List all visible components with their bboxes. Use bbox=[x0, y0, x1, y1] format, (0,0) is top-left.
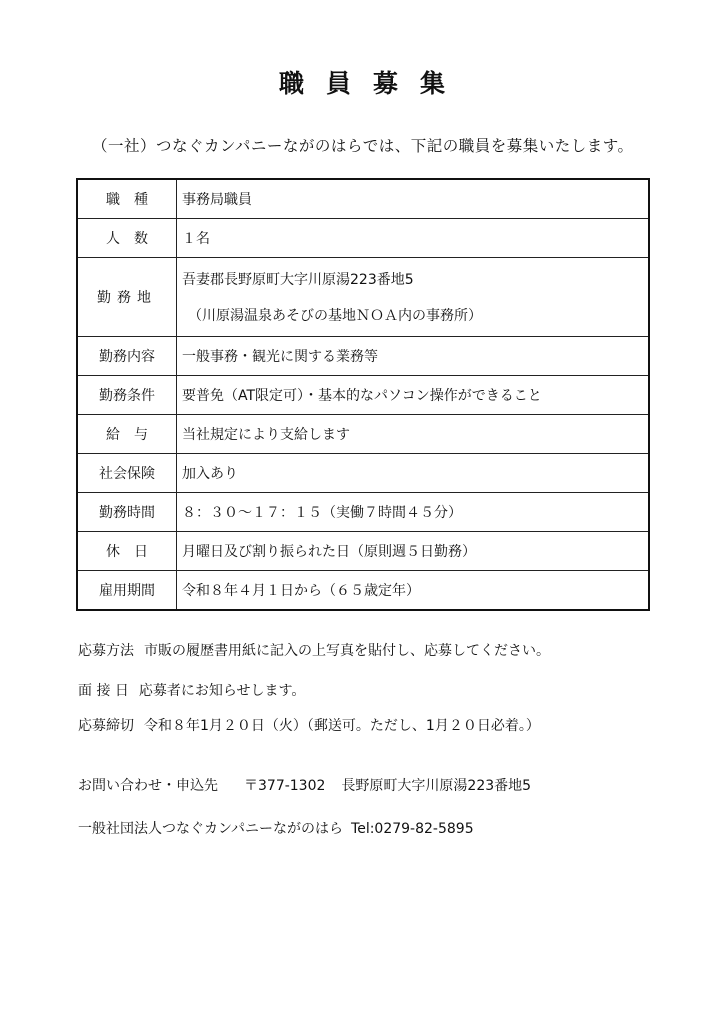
row-value-holidays: 月曜日及び割り振られた日（原則週５日勤務） bbox=[177, 532, 650, 571]
workplace-address: 吾妻郡長野原町大字川原湯223番地5 bbox=[182, 272, 414, 288]
row-label-workplace: 勤務地 bbox=[77, 258, 177, 337]
row-label-holidays: 休 日 bbox=[77, 532, 177, 571]
table-row bbox=[77, 376, 649, 415]
row-label-salary: 給 与 bbox=[77, 415, 177, 454]
application-method-text: 市販の履歴書用紙に記入の上写真を貼付し、応募してください。 bbox=[144, 643, 550, 659]
table-row bbox=[77, 571, 649, 611]
row-value-employment-period: 令和８年４月１日から（６５歳定年） bbox=[177, 571, 650, 611]
interview-date bbox=[78, 680, 305, 700]
contact-address: 長野原町大字川原湯223番地5 bbox=[341, 778, 532, 794]
application-method bbox=[78, 640, 550, 660]
row-label-insurance: 社会保険 bbox=[77, 454, 177, 493]
row-label-job-type: 職 種 bbox=[77, 179, 177, 219]
intro-text: （一社）つなぐカンパニーながのはらでは、下記の職員を募集いたします。 bbox=[92, 137, 634, 155]
application-deadline-text: 令和８年1月２０日（火）（郵送可。ただし、1月２０日必着。） bbox=[144, 718, 540, 734]
contact-label: お問い合わせ・申込先 bbox=[78, 778, 218, 794]
row-value-salary: 当社規定により支給します bbox=[177, 415, 650, 454]
row-value-conditions: 要普免（AT限定可）・基本的なパソコン操作ができること bbox=[177, 376, 650, 415]
table-row bbox=[77, 415, 649, 454]
interview-date-label: 面 接 日 bbox=[78, 683, 129, 699]
table-row bbox=[77, 493, 649, 532]
organization-tel: Tel:0279-82-5895 bbox=[351, 821, 474, 837]
contact-postal: 〒377-1302 bbox=[244, 778, 326, 794]
row-label-headcount: 人 数 bbox=[77, 219, 177, 258]
application-deadline-label: 応募締切 bbox=[78, 718, 134, 734]
row-label-employment-period: 雇用期間 bbox=[77, 571, 177, 611]
table-row bbox=[77, 532, 649, 571]
table-row bbox=[77, 219, 649, 258]
row-value-job-type: 事務局職員 bbox=[177, 179, 650, 219]
organization-info bbox=[78, 818, 474, 838]
workplace-note: （川原湯温泉あそびの基地ＮＯＡ内の事務所） bbox=[188, 308, 482, 324]
application-deadline bbox=[78, 715, 540, 735]
job-details-table bbox=[76, 178, 650, 611]
page-title: 職員募集 bbox=[278, 69, 467, 98]
application-method-label: 応募方法 bbox=[78, 643, 134, 659]
row-value-hours: ８：３０～１７：１５（実働７時間４５分） bbox=[177, 493, 650, 532]
row-value-headcount: １名 bbox=[177, 219, 650, 258]
contact-info bbox=[78, 775, 531, 795]
row-label-conditions: 勤務条件 bbox=[77, 376, 177, 415]
row-value-workplace bbox=[177, 258, 650, 337]
interview-date-text: 応募者にお知らせします。 bbox=[138, 683, 306, 699]
row-label-hours: 勤務時間 bbox=[77, 493, 177, 532]
organization-name: 一般社団法人つなぐカンパニーながのはら bbox=[78, 821, 344, 837]
row-label-duties: 勤務内容 bbox=[77, 337, 177, 376]
table-row bbox=[77, 258, 649, 337]
row-value-duties: 一般事務・観光に関する業務等 bbox=[177, 337, 650, 376]
table-row bbox=[77, 454, 649, 493]
row-value-insurance: 加入あり bbox=[177, 454, 650, 493]
table-row bbox=[77, 179, 649, 219]
table-row bbox=[77, 337, 649, 376]
